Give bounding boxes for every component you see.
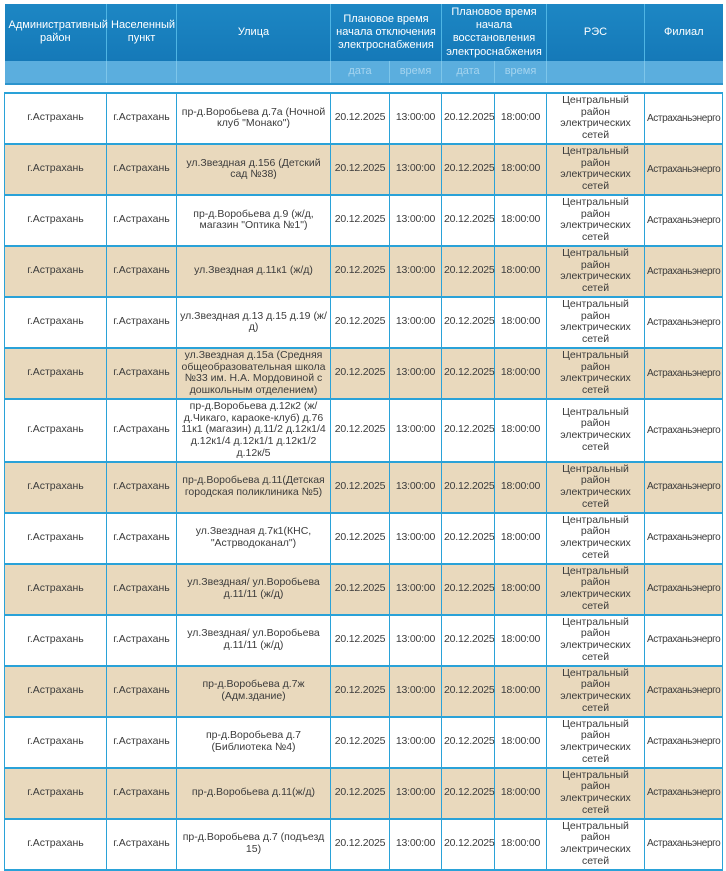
table-row	[5, 564, 723, 615]
cell-district: г.Астрахань	[5, 513, 107, 564]
table-row	[5, 297, 723, 348]
cell-branch: Астраханьэнерго	[645, 195, 723, 246]
cell-on-date: 20.12.2025	[442, 513, 495, 564]
cell-res: Центральный район электрических сетей	[547, 717, 645, 768]
cell-off-date: 20.12.2025	[331, 768, 390, 819]
cell-res: Центральный район электрических сетей	[547, 666, 645, 717]
cell-on-time: 18:00:00	[495, 348, 547, 399]
cell-settlement: г.Астрахань	[107, 246, 177, 297]
cell-off-time: 13:00:00	[390, 144, 442, 195]
cell-off-time: 13:00:00	[390, 819, 442, 870]
cell-off-time: 13:00:00	[390, 297, 442, 348]
cell-off-date: 20.12.2025	[331, 462, 390, 513]
cell-street: ул.Звездная д.15а (Средняя общеобразовательная школа №33 им. Н.А. Мордовиной с дошкольным отделением)	[177, 348, 331, 399]
cell-on-time: 18:00:00	[495, 717, 547, 768]
table-row	[5, 462, 723, 513]
cell-res: Центральный район электрических сетей	[547, 615, 645, 666]
cell-branch: Астраханьэнерго	[645, 246, 723, 297]
cell-on-time: 18:00:00	[495, 666, 547, 717]
cell-off-date: 20.12.2025	[331, 399, 390, 462]
col-header-restore-group: Плановое время начала восстановления электроснабжения	[442, 4, 547, 61]
cell-district: г.Астрахань	[5, 564, 107, 615]
subheader-empty	[5, 61, 107, 84]
subheader-empty	[177, 61, 331, 84]
cell-off-date: 20.12.2025	[331, 666, 390, 717]
cell-settlement: г.Астрахань	[107, 564, 177, 615]
cell-settlement: г.Астрахань	[107, 768, 177, 819]
cell-off-date: 20.12.2025	[331, 348, 390, 399]
table-row	[5, 246, 723, 297]
cell-branch: Астраханьэнерго	[645, 144, 723, 195]
table-row	[5, 348, 723, 399]
cell-district: г.Астрахань	[5, 768, 107, 819]
cell-off-date: 20.12.2025	[331, 144, 390, 195]
cell-district: г.Астрахань	[5, 246, 107, 297]
col-header-res: РЭС	[547, 4, 645, 61]
cell-res: Центральный район электрических сетей	[547, 195, 645, 246]
cell-street: ул.Звездная/ ул.Воробьева д.11/11 (ж/д)	[177, 564, 331, 615]
cell-district: г.Астрахань	[5, 666, 107, 717]
subheader-empty	[547, 61, 645, 84]
cell-on-date: 20.12.2025	[442, 246, 495, 297]
cell-off-date: 20.12.2025	[331, 615, 390, 666]
cell-district: г.Астрахань	[5, 144, 107, 195]
table-row	[5, 399, 723, 462]
cell-settlement: г.Астрахань	[107, 297, 177, 348]
cell-on-time: 18:00:00	[495, 195, 547, 246]
cell-on-time: 18:00:00	[495, 399, 547, 462]
cell-res: Центральный район электрических сетей	[547, 348, 645, 399]
cell-off-date: 20.12.2025	[331, 819, 390, 870]
col-header-branch: Филиал	[645, 4, 723, 61]
header-row	[5, 4, 723, 61]
cell-street: пр-д.Воробьева д.12к2 (ж/д.Чикаго, караоке-клуб) д.76 11к1 (магазин) д.11/2 д.12к1/4 д.12к1/4 д.12к1/1 д.12к1/2 д.12к/5	[177, 399, 331, 462]
cell-branch: Астраханьэнерго	[645, 615, 723, 666]
table-body	[5, 93, 723, 870]
cell-on-date: 20.12.2025	[442, 399, 495, 462]
cell-street: ул.Звездная/ ул.Воробьева д.11/11 (ж/д)	[177, 615, 331, 666]
col-subheader-on-date: дата	[442, 61, 495, 84]
cell-street: пр-д.Воробьева д.7а (Ночной клуб "Монако")	[177, 93, 331, 144]
cell-street: пр-д.Воробьева д.7ж (Адм.здание)	[177, 666, 331, 717]
cell-off-time: 13:00:00	[390, 399, 442, 462]
cell-res: Центральный район электрических сетей	[547, 819, 645, 870]
cell-res: Центральный район электрических сетей	[547, 246, 645, 297]
col-header-admin-district: Административный район	[5, 4, 107, 61]
cell-off-date: 20.12.2025	[331, 195, 390, 246]
cell-branch: Астраханьэнерго	[645, 819, 723, 870]
cell-street: ул.Звездная д.13 д.15 д.19 (ж/д)	[177, 297, 331, 348]
cell-off-date: 20.12.2025	[331, 564, 390, 615]
cell-street: ул.Звездная д.11к1 (ж/д)	[177, 246, 331, 297]
cell-settlement: г.Астрахань	[107, 513, 177, 564]
cell-district: г.Астрахань	[5, 399, 107, 462]
table-row	[5, 615, 723, 666]
cell-on-time: 18:00:00	[495, 297, 547, 348]
cell-off-time: 13:00:00	[390, 717, 442, 768]
cell-on-date: 20.12.2025	[442, 666, 495, 717]
cell-street: пр-д.Воробьева д.11(Детская городская поликлиника №5)	[177, 462, 331, 513]
cell-branch: Астраханьэнерго	[645, 399, 723, 462]
subheader-empty	[107, 61, 177, 84]
cell-branch: Астраханьэнерго	[645, 666, 723, 717]
cell-street: ул.Звездная д.156 (Детский сад №38)	[177, 144, 331, 195]
col-subheader-off-date: дата	[331, 61, 390, 84]
cell-res: Центральный район электрических сетей	[547, 462, 645, 513]
cell-on-date: 20.12.2025	[442, 144, 495, 195]
cell-branch: Астраханьэнерго	[645, 717, 723, 768]
subheader-row	[5, 61, 723, 84]
cell-res: Центральный район электрических сетей	[547, 768, 645, 819]
cell-settlement: г.Астрахань	[107, 717, 177, 768]
cell-on-date: 20.12.2025	[442, 768, 495, 819]
cell-res: Центральный район электрических сетей	[547, 399, 645, 462]
cell-on-time: 18:00:00	[495, 564, 547, 615]
cell-street: пр-д.Воробьева д.7 (Библиотека №4)	[177, 717, 331, 768]
cell-branch: Астраханьэнерго	[645, 297, 723, 348]
cell-on-date: 20.12.2025	[442, 819, 495, 870]
cell-district: г.Астрахань	[5, 462, 107, 513]
cell-on-time: 18:00:00	[495, 246, 547, 297]
cell-on-date: 20.12.2025	[442, 462, 495, 513]
cell-off-time: 13:00:00	[390, 615, 442, 666]
cell-street: пр-д.Воробьева д.9 (ж/д, магазин "Оптика №1")	[177, 195, 331, 246]
cell-res: Центральный район электрических сетей	[547, 297, 645, 348]
subheader-empty	[645, 61, 723, 84]
cell-settlement: г.Астрахань	[107, 615, 177, 666]
cell-off-time: 13:00:00	[390, 462, 442, 513]
cell-on-time: 18:00:00	[495, 819, 547, 870]
table-row	[5, 195, 723, 246]
table-row	[5, 768, 723, 819]
spacer-row	[5, 84, 723, 93]
cell-on-date: 20.12.2025	[442, 297, 495, 348]
cell-off-time: 13:00:00	[390, 195, 442, 246]
cell-street: пр-д.Воробьева д.7 (подъезд 15)	[177, 819, 331, 870]
cell-on-date: 20.12.2025	[442, 717, 495, 768]
col-subheader-off-time: время	[390, 61, 442, 84]
cell-on-time: 18:00:00	[495, 144, 547, 195]
cell-branch: Астраханьэнерго	[645, 564, 723, 615]
cell-branch: Астраханьэнерго	[645, 513, 723, 564]
cell-settlement: г.Астрахань	[107, 93, 177, 144]
cell-on-time: 18:00:00	[495, 93, 547, 144]
cell-on-date: 20.12.2025	[442, 615, 495, 666]
cell-settlement: г.Астрахань	[107, 819, 177, 870]
cell-off-time: 13:00:00	[390, 93, 442, 144]
cell-branch: Астраханьэнерго	[645, 462, 723, 513]
cell-branch: Астраханьэнерго	[645, 768, 723, 819]
table-row	[5, 513, 723, 564]
cell-district: г.Астрахань	[5, 93, 107, 144]
cell-off-date: 20.12.2025	[331, 297, 390, 348]
cell-settlement: г.Астрахань	[107, 462, 177, 513]
cell-off-time: 13:00:00	[390, 666, 442, 717]
cell-street: пр-д.Воробьева д.11(ж/д)	[177, 768, 331, 819]
col-header-outage-group: Плановое время начала отключения электроснабжения	[331, 4, 442, 61]
cell-res: Центральный район электрических сетей	[547, 513, 645, 564]
cell-settlement: г.Астрахань	[107, 666, 177, 717]
table-header	[5, 4, 723, 93]
col-header-settlement: Населенный пункт	[107, 4, 177, 61]
cell-off-time: 13:00:00	[390, 513, 442, 564]
cell-on-date: 20.12.2025	[442, 348, 495, 399]
cell-on-date: 20.12.2025	[442, 195, 495, 246]
spacer-cell	[5, 84, 723, 93]
cell-district: г.Астрахань	[5, 717, 107, 768]
table-row	[5, 144, 723, 195]
cell-settlement: г.Астрахань	[107, 144, 177, 195]
cell-res: Центральный район электрических сетей	[547, 564, 645, 615]
cell-off-time: 13:00:00	[390, 564, 442, 615]
col-header-street: Улица	[177, 4, 331, 61]
cell-on-time: 18:00:00	[495, 462, 547, 513]
cell-branch: Астраханьэнерго	[645, 93, 723, 144]
cell-district: г.Астрахань	[5, 348, 107, 399]
outage-schedule-table	[4, 4, 723, 871]
cell-on-time: 18:00:00	[495, 768, 547, 819]
cell-district: г.Астрахань	[5, 819, 107, 870]
table-row	[5, 666, 723, 717]
cell-res: Центральный район электрических сетей	[547, 93, 645, 144]
cell-settlement: г.Астрахань	[107, 348, 177, 399]
cell-settlement: г.Астрахань	[107, 399, 177, 462]
table-row	[5, 717, 723, 768]
cell-off-time: 13:00:00	[390, 768, 442, 819]
cell-settlement: г.Астрахань	[107, 195, 177, 246]
cell-district: г.Астрахань	[5, 615, 107, 666]
cell-on-date: 20.12.2025	[442, 564, 495, 615]
cell-on-time: 18:00:00	[495, 615, 547, 666]
cell-off-date: 20.12.2025	[331, 717, 390, 768]
cell-district: г.Астрахань	[5, 195, 107, 246]
cell-branch: Астраханьэнерго	[645, 348, 723, 399]
table-row	[5, 93, 723, 144]
cell-off-date: 20.12.2025	[331, 246, 390, 297]
table-row	[5, 819, 723, 870]
cell-off-date: 20.12.2025	[331, 93, 390, 144]
cell-on-time: 18:00:00	[495, 513, 547, 564]
cell-off-date: 20.12.2025	[331, 513, 390, 564]
cell-on-date: 20.12.2025	[442, 93, 495, 144]
cell-off-time: 13:00:00	[390, 348, 442, 399]
cell-district: г.Астрахань	[5, 297, 107, 348]
col-subheader-on-time: время	[495, 61, 547, 84]
cell-street: ул.Звездная д.7к1(КНС, "Астрводоканал")	[177, 513, 331, 564]
cell-off-time: 13:00:00	[390, 246, 442, 297]
cell-res: Центральный район электрических сетей	[547, 144, 645, 195]
